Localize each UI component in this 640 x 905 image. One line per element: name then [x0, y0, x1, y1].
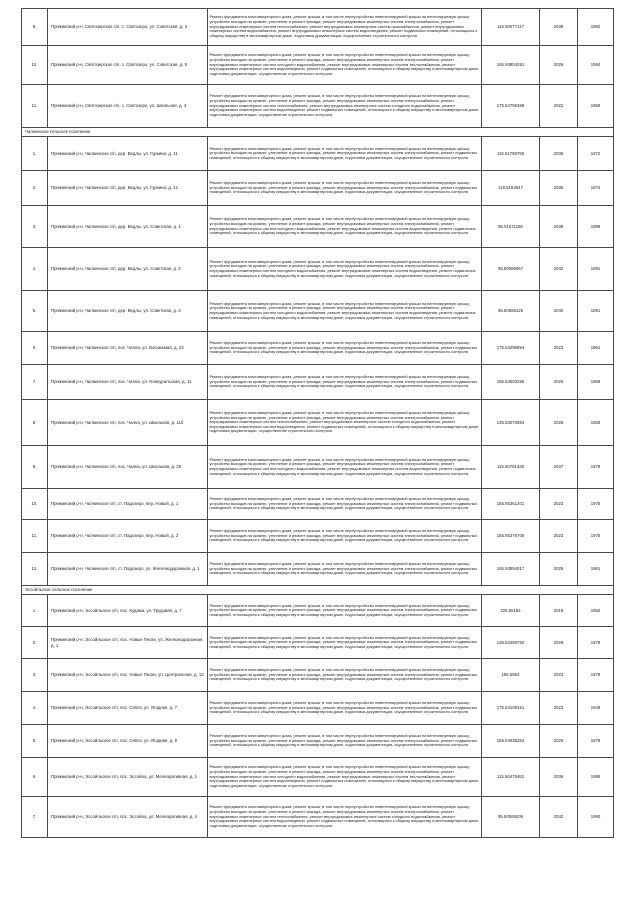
row-number: 9.: [22, 446, 48, 489]
cost-cell: 155.55361201: [482, 489, 540, 520]
planned-year-cell: 2023: [540, 520, 578, 553]
row-number: 1.: [22, 595, 48, 627]
planned-year-cell: 2036: [540, 137, 578, 171]
table-row: [22, 248, 614, 291]
table-row: [22, 137, 614, 171]
row-number: 11.: [22, 520, 48, 553]
address-cell: Пряжинский р-н, Чалнинское с/п, пос. Чална, ул. Школьная, д. 11б: [48, 400, 208, 446]
table-row: [22, 627, 614, 659]
row-number: 7.: [22, 365, 48, 400]
section-header-row: [22, 128, 614, 137]
planned-year-cell: 2023: [540, 659, 578, 692]
row-number: 5.: [22, 725, 48, 758]
works-cell: Ремонт фундамента многоквартирного дома, ремонт крыши, в том числе переустройство невентилируемой крыши на вентилируемую крышу, устройство выходов на кровлю, утепление и ремонт фасада, ремонт внутридомовых инженерных систем электроснабжения, ремонт внутридомовых инженерных систем теплоснабжения, ремонт внутридомовых инженерных систем холодного водоснабжения, ремонт внутридомовых инженерных систем водоотведения, ремонт подвальных помещений, относящихся к общему имуществу в многоквартирном доме, подготовка документации, осуществление строительного контроля: [208, 797, 482, 838]
address-cell: Пряжинский р-н, Эссойльское с/п, пос. Новые Пески, ул. Центральная, д. 13: [48, 659, 208, 692]
planned-year-cell: 2036: [540, 758, 578, 797]
address-cell: Пряжинский р-н, Чалнинское с/п, ст. Падозеро, пер. Новый, д. 1: [48, 489, 208, 520]
table-body: [22, 9, 614, 838]
table-row: [22, 758, 614, 797]
works-cell: Ремонт фундамента многоквартирного дома, ремонт крыши, в том числе переустройство невентилируемой крыши на вентилируемую крышу, устройство выходов на кровлю, утепление и ремонт фасада, ремонт внутридомовых инженерных систем электроснабжения, ремонт подвальных помещений, относящихся к общему имуществу в многоквартирном доме, подготовка документации, осуществление строительного контроля: [208, 520, 482, 553]
works-cell: Ремонт фундамента многоквартирного дома, ремонт крыши, в том числе переустройство невентилируемой крыши на вентилируемую крышу, устройство выходов на кровлю, утепление и ремонт фасада, ремонт внутридомовых инженерных систем электроснабжения, ремонт подвальных помещений, относящихся к общему имуществу в многоквартирном доме, подготовка документации, осуществление строительного контроля: [208, 692, 482, 725]
address-cell: Пряжинский р-н, Чалнинское с/п, ст. Падозеро, пер. Новый, д. 2: [48, 520, 208, 553]
address-cell: Пряжинский р-н, Эссойльское с/п, пос. Эссойла, ул. Мелиоративная, д. 4: [48, 797, 208, 838]
address-cell: Пряжинский р-н, Чалнинское с/п, пос. Чална, ул. Школьная, д. 25: [48, 446, 208, 489]
build-year-cell: 1991: [578, 248, 614, 291]
row-number: 7.: [22, 797, 48, 838]
build-year-cell: 1974: [578, 171, 614, 206]
table-row: [22, 797, 614, 838]
row-number: 3.: [22, 206, 48, 248]
table-row: [22, 446, 614, 489]
planned-year-cell: 2025: [540, 725, 578, 758]
cost-cell: 175.54109151: [482, 692, 540, 725]
address-cell: Пряжинский р-н, Чалнинское с/п, дер. Ведлы, ул. Гуркина, д. 11: [48, 137, 208, 171]
planned-year-cell: 2023: [540, 489, 578, 520]
table-row: [22, 595, 614, 627]
table-row: [22, 171, 614, 206]
works-cell: Ремонт фундамента многоквартирного дома, ремонт крыши, в том числе переустройство невентилируемой крыши на вентилируемую крышу, устройство выходов на кровлю, утепление и ремонт фасада, ремонт внутридомовых инженерных систем электроснабжения, ремонт подвальных помещений, относящихся к общему имуществу в многоквартирном доме, подготовка документации, осуществление строительного контроля: [208, 137, 482, 171]
planned-year-cell: 2039: [540, 9, 578, 46]
cost-cell: 175.54295894: [482, 332, 540, 365]
works-cell: Ремонт фундамента многоквартирного дома, ремонт крыши, в том числе переустройство невентилируемой крыши на вентилируемую крышу, устройство выходов на кровлю, утепление и ремонт фасада, ремонт внутридомовых инженерных систем электроснабжения, ремонт подвальных помещений, относящихся к общему имуществу в многоквартирном доме, подготовка документации, осуществление строительного контроля: [208, 595, 482, 627]
works-cell: Ремонт фундамента многоквартирного дома, ремонт крыши, в том числе переустройство невентилируемой крыши на вентилируемую крышу, устройство выходов на кровлю, утепление и ремонт фасада, ремонт внутридомовых инженерных систем электроснабжения, ремонт подвальных помещений, относящихся к общему имуществу в многоквартирном доме, подготовка документации, осуществление строительного контроля: [208, 627, 482, 659]
cost-cell: 155.53994017: [482, 553, 540, 586]
table-row: [22, 659, 614, 692]
works-cell: Ремонт фундамента многоквартирного дома, ремонт крыши, в том числе переустройство невентилируемой крыши на вентилируемую крышу, устройство выходов на кровлю, утепление и ремонт фасада, ремонт внутридомовых инженерных систем электроснабжения, ремонт подвальных помещений, относящихся к общему имуществу в многоквартирном доме, подготовка документации, осуществление строительного контроля: [208, 725, 482, 758]
table-row: [22, 291, 614, 332]
table-row: [22, 46, 614, 85]
table-row: [22, 520, 614, 553]
build-year-cell: 1982: [578, 9, 614, 46]
address-cell: Пряжинский р-н, Святозерское с/п, с. Святозеро, ул. Советская, д. 5: [48, 46, 208, 85]
build-year-cell: 1949: [578, 692, 614, 725]
cost-cell: 155.93804281: [482, 46, 540, 85]
section-title: Эссойльское сельское поселение: [22, 586, 614, 595]
row-number: 10.: [22, 46, 48, 85]
row-number: 5.: [22, 291, 48, 332]
planned-year-cell: 2042: [540, 797, 578, 838]
build-year-cell: 1975: [578, 489, 614, 520]
row-number: 6.: [22, 758, 48, 797]
section-header-row: [22, 586, 614, 595]
row-number: 8.: [22, 400, 48, 446]
document-page: [21, 8, 613, 898]
build-year-cell: 1961: [578, 553, 614, 586]
cost-cell: 115.51798768: [482, 137, 540, 171]
row-number: 4.: [22, 692, 48, 725]
works-cell: Ремонт фундамента многоквартирного дома, ремонт крыши, в том числе переустройство невентилируемой крыши на вентилируемую крышу, устройство выходов на кровлю, утепление и ремонт фасада, ремонт внутридомовых инженерных систем электроснабжения, ремонт внутридомовых инженерных систем теплоснабжения, ремонт внутридомовых инженерных систем холодного водоснабжения, ремонт внутридомовых инженерных систем водоотведения, ремонт подвальных помещений, относящихся к общему имуществу в многоквартирном доме, подготовка документации, осуществление строительного контроля: [208, 85, 482, 128]
cost-cell: 115.50791335: [482, 446, 540, 489]
works-cell: Ремонт фундамента многоквартирного дома, ремонт крыши, в том числе переустройство невентилируемой крыши на вентилируемую крышу, устройство выходов на кровлю, утепление и ремонт фасада, ремонт внутридомовых инженерных систем электроснабжения, ремонт подвальных помещений, относящихся к общему имуществу в многоквартирном доме, подготовка документации, осуществление строительного контроля: [208, 489, 482, 520]
address-cell: Пряжинский р-н, Эссойльское с/п, пос. Эссойла, ул. Мелиоративная, д. 1: [48, 758, 208, 797]
row-number: 11.: [22, 85, 48, 128]
works-cell: Ремонт фундамента многоквартирного дома, ремонт крыши, в том числе переустройство невентилируемой крыши на вентилируемую крышу, устройство выходов на кровлю, утепление и ремонт фасада, ремонт внутридомовых инженерных систем электроснабжения, ремонт подвальных помещений, относящихся к общему имуществу в многоквартирном доме, подготовка документации, осуществление строительного контроля: [208, 659, 482, 692]
cost-cell: 155.5554: [482, 659, 540, 692]
build-year-cell: 1991: [578, 291, 614, 332]
planned-year-cell: 2026: [540, 365, 578, 400]
planned-year-cell: 2023: [540, 332, 578, 365]
table-row: [22, 489, 614, 520]
row-number: 2.: [22, 627, 48, 659]
cost-cell: 135.53493782: [482, 627, 540, 659]
address-cell: Пряжинский р-н, Чалнинское с/п, дер. Ведлы, ул. Советская, д. 3: [48, 291, 208, 332]
cost-cell: 95.50066067: [482, 248, 540, 291]
works-cell: Ремонт фундамента многоквартирного дома, ремонт крыши, в том числе переустройство невентилируемой крыши на вентилируемую крышу, устройство выходов на кровлю, утепление и ремонт фасада, ремонт внутридомовых инженерных систем электроснабжения, ремонт внутридомовых инженерных систем холодного водоснабжения, ремонт внутридомовых инженерных систем водоотведения, ремонт подвальных помещений, относящихся к общему имуществу в многоквартирном доме, подготовка документации, осуществление строительного контроля: [208, 206, 482, 248]
address-cell: Пряжинский р-н, Эссойльское с/п, пос. Сяпся, ул. Ягодная, д. 9: [48, 725, 208, 758]
address-cell: Пряжинский р-н, Святозерское с/п, с. Святозеро, ул. Советская, д. 3: [48, 9, 208, 46]
table-row: [22, 9, 614, 46]
works-cell: Ремонт фундамента многоквартирного дома, ремонт крыши, в том числе переустройство невентилируемой крыши на вентилируемую крышу, устройство выходов на кровлю, утепление и ремонт фасада, ремонт внутридомовых инженерных систем электроснабжения, ремонт внутридомовых инженерных систем теплоснабжения, ремонт внутридомовых инженерных систем холодного водоснабжения, ремонт внутридомовых инженерных систем водоотведения, ремонт подвальных помещений, относящихся к общему имуществу в многоквартирном доме, подготовка документации, осуществление строительного контроля: [208, 400, 482, 446]
planned-year-cell: 2040: [540, 291, 578, 332]
planned-year-cell: 2029: [540, 627, 578, 659]
row-number: 4.: [22, 248, 48, 291]
cost-cell: 95.50568125: [482, 291, 540, 332]
planned-year-cell: 2037: [540, 446, 578, 489]
cost-cell: 115.50475463: [482, 758, 540, 797]
cost-cell: 118.6154647: [482, 171, 540, 206]
cost-cell: 155.54035264: [482, 725, 540, 758]
works-cell: Ремонт фундамента многоквартирного дома, ремонт крыши, в том числе переустройство невентилируемой крыши на вентилируемую крышу, устройство выходов на кровлю, утепление и ремонт фасада, ремонт внутридомовых инженерных систем электроснабжения, ремонт внутридомовых инженерных систем холодного водоснабжения, ремонт внутридомовых инженерных систем теплоснабжения, ремонт внутридомовых инженерных систем водоотведения, ремонт подвальных помещений, относящихся к общему имуществу в многоквартирном доме, подготовка документации, осуществление строительного контроля: [208, 46, 482, 85]
planned-year-cell: 2035: [540, 171, 578, 206]
row-number: 10.: [22, 489, 48, 520]
section-title: Чалнинское сельское поселение: [22, 128, 614, 137]
works-cell: Ремонт фундамента многоквартирного дома, ремонт крыши, в том числе переустройство невентилируемой крыши на вентилируемую крышу, устройство выходов на кровлю, утепление и ремонт фасада, ремонт внутридомовых инженерных систем электроснабжения, ремонт подвальных помещений, относящихся к общему имуществу в многоквартирном доме, подготовка документации, осуществление строительного контроля: [208, 553, 482, 586]
works-cell: Ремонт фундамента многоквартирного дома, ремонт крыши, в том числе переустройство невентилируемой крыши на вентилируемую крышу, устройство выходов на кровлю, утепление и ремонт фасада, ремонт внутридомовых инженерных систем электроснабжения, ремонт внутридомовых инженерных систем холодного водоснабжения, ремонт внутридомовых инженерных систем водоотведения, ремонт подвальных помещений, относящихся к общему имуществу в многоквартирном доме, подготовка документации, осуществление строительного контроля: [208, 446, 482, 489]
row-number: 12.: [22, 553, 48, 586]
cost-cell: 115.50077117: [482, 9, 540, 46]
cost-cell: 175.54796369: [482, 85, 540, 128]
repair-program-table: [21, 8, 614, 838]
planned-year-cell: 2042: [540, 248, 578, 291]
works-cell: Ремонт фундамента многоквартирного дома, ремонт крыши, в том числе переустройство невентилируемой крыши на вентилируемую крышу, устройство выходов на кровлю, утепление и ремонт фасада, ремонт внутридомовых инженерных систем электроснабжения, ремонт подвальных помещений, относящихся к общему имуществу в многоквартирном доме, подготовка документации, осуществление строительного контроля: [208, 171, 482, 206]
table-row: [22, 365, 614, 400]
build-year-cell: 1984: [578, 46, 614, 85]
address-cell: Пряжинский р-н, Чалнинское с/п, пос. Чална, ул. Восьмьмая, д. 23: [48, 332, 208, 365]
address-cell: Пряжинский р-н, Эссойльское с/п, пос. Сяпся, ул. Ягодная, д. 7: [48, 692, 208, 725]
build-year-cell: 1978: [578, 627, 614, 659]
planned-year-cell: 2028: [540, 400, 578, 446]
table-row: [22, 725, 614, 758]
cost-cell: 155.53503256: [482, 365, 540, 400]
row-number: 2.: [22, 171, 48, 206]
address-cell: Пряжинский р-н, Чалнинское с/п, ст. Падозеро, ул. Железнодорожная, д. 1: [48, 553, 208, 586]
build-year-cell: 1989: [578, 206, 614, 248]
build-year-cell: 1972: [578, 137, 614, 171]
works-cell: Ремонт фундамента многоквартирного дома, ремонт крыши, в том числе переустройство невентилируемой крыши на вентилируемую крышу, устройство выходов на кровлю, утепление и ремонт фасада, ремонт внутридомовых инженерных систем электроснабжения, ремонт подвальных помещений, относящихся к общему имуществу в многоквартирном доме, подготовка документации, осуществление строительного контроля: [208, 365, 482, 400]
address-cell: Пряжинский р-н, Святозерское с/п, с. Святозеро, ул. Школьная, д. 4: [48, 85, 208, 128]
planned-year-cell: 2018: [540, 595, 578, 627]
cost-cell: 225.56184: [482, 595, 540, 627]
cost-cell: 135.53070884: [482, 400, 540, 446]
works-cell: Ремонт фундамента многоквартирного дома, ремонт крыши, в том числе переустройство невентилируемой крыши на вентилируемую крышу, устройство выходов на кровлю, утепление и ремонт фасада, ремонт внутридомовых инженерных систем электроснабжения, ремонт подвальных помещений, относящихся к общему имуществу в многоквартирном доме, подготовка документации, осуществление строительного контроля: [208, 332, 482, 365]
cost-cell: 155.55376706: [482, 520, 540, 553]
build-year-cell: 1983: [578, 400, 614, 446]
address-cell: Пряжинский р-н, Чалнинское с/п, дер. Ведлы, ул. Советская, д. 1: [48, 206, 208, 248]
works-cell: Ремонт фундамента многоквартирного дома, ремонт крыши, в том числе переустройство невентилируемой крыши на вентилируемую крышу, устройство выходов на кровлю, утепление и ремонт фасада, ремонт внутридомовых инженерных систем электроснабжения, ремонт внутридомовых инженерных систем теплоснабжения, ремонт внутридомовых инженерных систем газоснабжения, ремонт внутридомовых инженерных систем водоснабжения, ремонт внутридомовых инженерных систем водоотведения, ремонт подвальных помещений, относящихся к общему имуществу в многоквартирном доме, подготовка документации, осуществление строительного контроля: [208, 9, 482, 46]
address-cell: Пряжинский р-н, Чалнинское с/п, дер. Ведлы, ул. Советская, д. 2: [48, 248, 208, 291]
build-year-cell: 1978: [578, 659, 614, 692]
planned-year-cell: 2039: [540, 206, 578, 248]
row-number: 1.: [22, 137, 48, 171]
build-year-cell: 1985: [578, 758, 614, 797]
address-cell: Пряжинский р-н, Чалнинское с/п, дер. Ведлы, ул. Гуркина, д. 12: [48, 171, 208, 206]
works-cell: Ремонт фундамента многоквартирного дома, ремонт крыши, в том числе переустройство невентилируемой крыши на вентилируемую крышу, устройство выходов на кровлю, утепление и ремонт фасада, ремонт внутридомовых инженерных систем электроснабжения, ремонт внутридомовых инженерных систем холодного водоснабжения, ремонт внутридомовых инженерных систем водоотведения, ремонт подвальных помещений, относящихся к общему имуществу в многоквартирном доме, подготовка документации, осуществление строительного контроля: [208, 291, 482, 332]
table-row: [22, 85, 614, 128]
build-year-cell: 1990: [578, 797, 614, 838]
row-number: 9.: [22, 9, 48, 46]
build-year-cell: 1978: [578, 725, 614, 758]
cost-cell: 95.51571186: [482, 206, 540, 248]
build-year-cell: 1952: [578, 595, 614, 627]
works-cell: Ремонт фундамента многоквартирного дома, ремонт крыши, в том числе переустройство невентилируемой крыши на вентилируемую крышу, устройство выходов на кровлю, утепление и ремонт фасада, ремонт внутридомовых инженерных систем электроснабжения, ремонт внутридомовых инженерных систем холодного водоснабжения, ремонт внутридомовых инженерных систем водоотведения, ремонт подвальных помещений, относящихся к общему имуществу в многоквартирном доме, подготовка документации, осуществление строительного контроля: [208, 248, 482, 291]
cost-cell: 95.50069209: [482, 797, 540, 838]
planned-year-cell: 2023: [540, 692, 578, 725]
planned-year-cell: 2022: [540, 85, 578, 128]
table-row: [22, 332, 614, 365]
build-year-cell: 1978: [578, 446, 614, 489]
address-cell: Пряжинский р-н, Эссойльское с/п, пос. Кудама, ул. Трудовая, д. 7: [48, 595, 208, 627]
build-year-cell: 1975: [578, 520, 614, 553]
table-row: [22, 553, 614, 586]
row-number: 3.: [22, 659, 48, 692]
build-year-cell: 1958: [578, 365, 614, 400]
build-year-cell: 1961: [578, 332, 614, 365]
address-cell: Пряжинский р-н, Чалнинское с/п, пос. Чална, ул. Новоуральская, д. 11: [48, 365, 208, 400]
planned-year-cell: 2025: [540, 553, 578, 586]
table-row: [22, 206, 614, 248]
table-row: [22, 692, 614, 725]
row-number: 6.: [22, 332, 48, 365]
planned-year-cell: 2026: [540, 46, 578, 85]
works-cell: Ремонт фундамента многоквартирного дома, ремонт крыши, в том числе переустройство невентилируемой крыши на вентилируемую крышу, устройство выходов на кровлю, утепление и ремонт фасада, ремонт внутридомовых инженерных систем электроснабжения, ремонт внутридомовых инженерных систем холодного водоснабжения, ремонт внутридомовых инженерных систем теплоснабжения, ремонт внутридомовых инженерных систем водоотведения, ремонт подвальных помещений, относящихся к общему имуществу в многоквартирном доме, подготовка документации, осуществление строительного контроля: [208, 758, 482, 797]
build-year-cell: 1959: [578, 85, 614, 128]
address-cell: Пряжинский р-н, Эссойльское с/п, пос. Новые Пески, ул. Железнодорожная, д. 1: [48, 627, 208, 659]
table-row: [22, 400, 614, 446]
